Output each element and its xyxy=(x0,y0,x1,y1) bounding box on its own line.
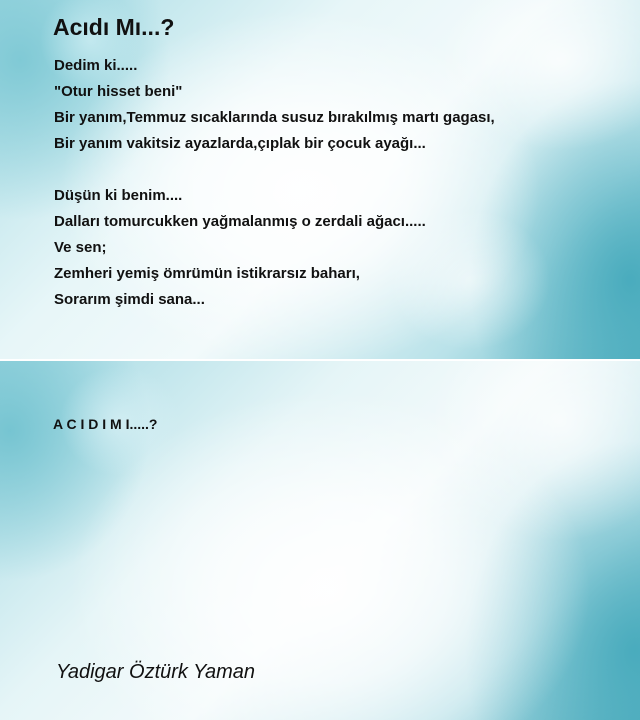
poem-line: Dedim ki..... xyxy=(54,57,138,74)
poem-line: Bir yanım,Temmuz sıcaklarında susuz bırakılmış martı gagası, xyxy=(54,109,495,126)
poem-line: Düşün ki benim.... xyxy=(54,187,183,204)
poem-line: Dalları tomurcukken yağmalanmış o zerdali ağacı..... xyxy=(54,213,426,230)
poem-line: Zemheri yemiş ömrümün istikrarsız baharı, xyxy=(54,265,360,282)
poem-closing-line: A C I D I M I.....? xyxy=(53,416,158,432)
poem-line: Sorarım şimdi sana... xyxy=(54,291,205,308)
poem-body xyxy=(54,53,495,313)
poem-line: Bir yanım vakitsiz ayazlarda,çıplak bir çocuk ayağı... xyxy=(54,135,426,152)
poem-title: Acıdı Mı...? xyxy=(53,14,175,40)
stanza-break xyxy=(54,157,495,183)
poem-line: "Otur hisset beni" xyxy=(54,83,183,100)
poem-author: Yadigar Öztürk Yaman xyxy=(56,661,255,683)
poem-line: Ve sen; xyxy=(54,239,107,256)
